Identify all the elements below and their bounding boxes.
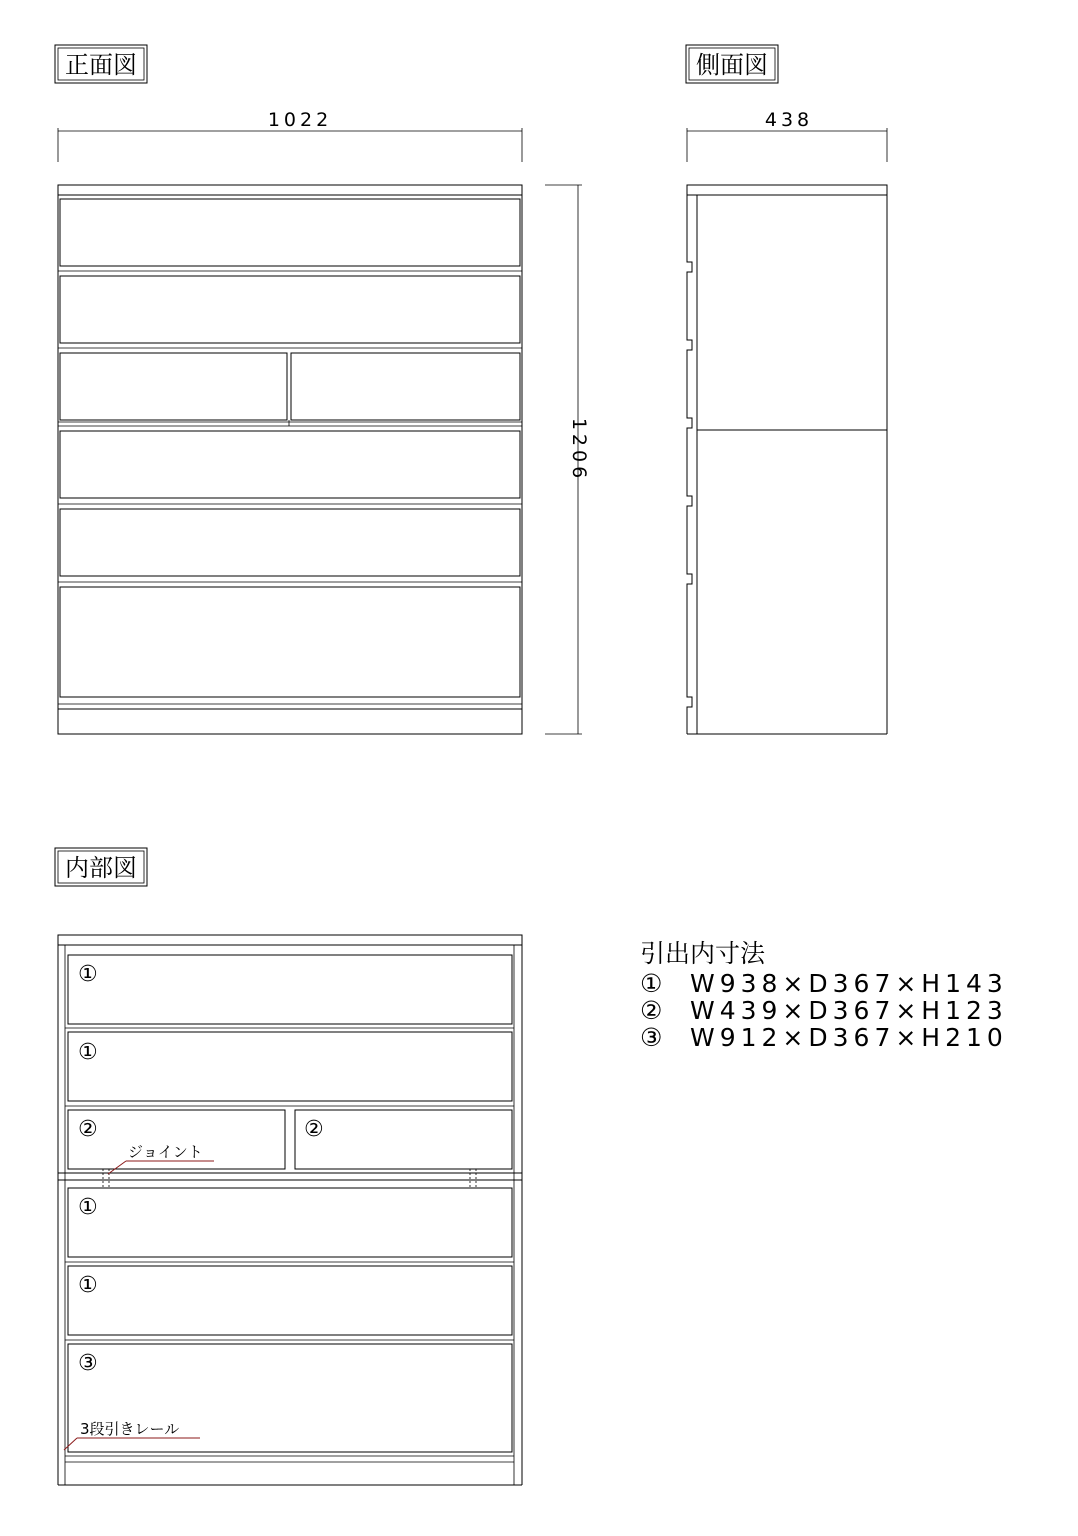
interior-drawer-3-right (295, 1110, 512, 1169)
front-view (58, 185, 522, 734)
spec-marker: ① (640, 969, 663, 998)
interior-drawer-1 (68, 955, 512, 1024)
spec-value: W912×D367×H210 (690, 1023, 1008, 1052)
drawer-inner-dimensions (640, 939, 1008, 1052)
drawer-marker: ① (78, 962, 98, 987)
drawer-marker: ② (78, 1117, 98, 1142)
width-dimension (58, 109, 522, 162)
drawer-marker: ① (78, 1273, 98, 1298)
interior-view (58, 935, 522, 1485)
spec-marker: ③ (640, 1023, 663, 1052)
height-dimension (545, 185, 590, 734)
rail-callout (64, 1420, 200, 1450)
width-label: 1022 (267, 109, 333, 131)
front-drawer-6 (60, 587, 520, 697)
front-drawer-5 (60, 509, 520, 576)
interior-drawer-5 (68, 1266, 512, 1335)
front-drawer-3-left (60, 353, 287, 420)
spec-heading: 引出内寸法 (640, 939, 766, 968)
spec-value: W938×D367×H143 (690, 969, 1008, 998)
front-drawer-3-right (291, 353, 520, 420)
svg-text:3段引きレール: 3段引きレール (80, 1420, 180, 1438)
svg-text:側面図: 側面図 (696, 51, 768, 79)
drawer-marker: ① (78, 1195, 98, 1220)
front-drawer-1 (60, 199, 520, 266)
drawer-marker: ② (304, 1117, 324, 1142)
depth-label: 438 (764, 109, 814, 131)
interior-view-title (55, 848, 147, 886)
drawer-marker: ① (78, 1040, 98, 1065)
front-drawer-4 (60, 431, 520, 498)
spec-marker: ② (640, 996, 663, 1025)
drawer-marker: ③ (78, 1351, 98, 1376)
height-label: 1206 (568, 417, 590, 483)
spec-value: W439×D367×H123 (690, 996, 1008, 1025)
front-drawer-2 (60, 276, 520, 343)
interior-drawer-4 (68, 1188, 512, 1257)
side-view (687, 185, 887, 734)
interior-drawer-2 (68, 1032, 512, 1101)
svg-text:ジョイント: ジョイント (128, 1143, 203, 1161)
svg-text:内部図: 内部図 (65, 854, 137, 882)
svg-text:正面図: 正面図 (65, 51, 137, 79)
depth-dimension (687, 109, 887, 162)
front-view-title (55, 45, 147, 83)
side-view-title (686, 45, 778, 83)
